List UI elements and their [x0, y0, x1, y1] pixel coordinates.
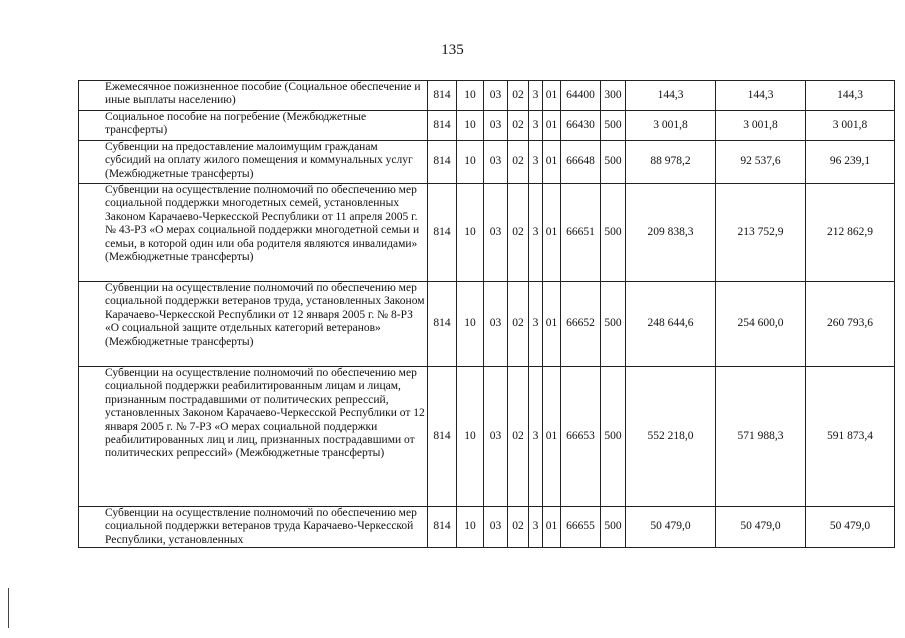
- chapter-code-cell: 814: [428, 367, 457, 507]
- program-code-cell: 02: [508, 111, 529, 141]
- amount-year-3-cell: 144,3: [806, 81, 895, 111]
- event-code-cell: 01: [543, 81, 561, 111]
- table-row: [79, 282, 895, 367]
- expense-type-code-cell: 500: [601, 507, 626, 548]
- subprogram-code-cell: 3: [529, 141, 543, 184]
- section-code-cell: 10: [457, 184, 484, 282]
- event-code-cell: 01: [543, 111, 561, 141]
- subprogram-code-cell: 3: [529, 282, 543, 367]
- row-description: Субвенции на осуществление полномочий по обеспечению мер социальной поддержки многодетных семей, установленных Законом Карачаево-Черкесской Республики от 11 апреля 2005 г. № 43-РЗ «О мерах социальной поддержки многодетной семьи и семьи, в которой один или оба родителя являются инвалидами» (Межбюджетные трансферты): [79, 184, 428, 282]
- expense-type-code-cell: 300: [601, 81, 626, 111]
- chapter-code-cell: 814: [428, 81, 457, 111]
- event-code-cell: 01: [543, 184, 561, 282]
- chapter-code-cell: 814: [428, 507, 457, 548]
- amount-year-1-cell: 144,3: [626, 81, 716, 111]
- row-description: Ежемесячное пожизненное пособие (Социальное обеспечение и иные выплаты населению): [79, 81, 428, 111]
- amount-year-2-cell: 213 752,9: [716, 184, 806, 282]
- amount-year-1-cell: 3 001,8: [626, 111, 716, 141]
- amount-year-2-cell: 92 537,6: [716, 141, 806, 184]
- amount-year-2-cell: 144,3: [716, 81, 806, 111]
- table-row: [79, 141, 895, 184]
- target-code-cell: 66648: [561, 141, 601, 184]
- program-code-cell: 02: [508, 81, 529, 111]
- section-code-cell: 10: [457, 81, 484, 111]
- amount-year-3-cell: 3 001,8: [806, 111, 895, 141]
- row-description: Субвенции на предоставление малоимущим гражданам субсидий на оплату жилого помещения и коммунальных услуг (Межбюджетные трансферты): [79, 141, 428, 184]
- section-code-cell: 10: [457, 507, 484, 548]
- subprogram-code-cell: 3: [529, 184, 543, 282]
- program-code-cell: 02: [508, 367, 529, 507]
- amount-year-3-cell: 260 793,6: [806, 282, 895, 367]
- amount-year-1-cell: 552 218,0: [626, 367, 716, 507]
- budget-table: [78, 80, 895, 548]
- subsection-code-cell: 03: [484, 81, 508, 111]
- row-description: Субвенции на осуществление полномочий по обеспечению мер социальной поддержки ветеранов труда, установленных Законом Карачаево-Черкесской Республики от 12 января 2005 г. № 8-РЗ «О социальной защите отдельных категорий ветеранов» (Межбюджетные трансферты): [79, 282, 428, 367]
- target-code-cell: 64400: [561, 81, 601, 111]
- expense-type-code-cell: 500: [601, 367, 626, 507]
- page-number: 135: [441, 42, 464, 58]
- amount-year-1-cell: 88 978,2: [626, 141, 716, 184]
- subsection-code-cell: 03: [484, 507, 508, 548]
- amount-year-1-cell: 248 644,6: [626, 282, 716, 367]
- amount-year-2-cell: 3 001,8: [716, 111, 806, 141]
- table-row: [79, 81, 895, 111]
- amount-year-3-cell: 50 479,0: [806, 507, 895, 548]
- table-row: [79, 507, 895, 548]
- expense-type-code-cell: 500: [601, 141, 626, 184]
- section-code-cell: 10: [457, 141, 484, 184]
- chapter-code-cell: 814: [428, 282, 457, 367]
- event-code-cell: 01: [543, 367, 561, 507]
- target-code-cell: 66652: [561, 282, 601, 367]
- program-code-cell: 02: [508, 141, 529, 184]
- margin-mark: [8, 588, 9, 628]
- amount-year-3-cell: 212 862,9: [806, 184, 895, 282]
- section-code-cell: 10: [457, 111, 484, 141]
- target-code-cell: 66430: [561, 111, 601, 141]
- subprogram-code-cell: 3: [529, 81, 543, 111]
- event-code-cell: 01: [543, 282, 561, 367]
- table-row: [79, 367, 895, 507]
- subprogram-code-cell: 3: [529, 367, 543, 507]
- expense-type-code-cell: 500: [601, 282, 626, 367]
- table-row: [79, 111, 895, 141]
- expense-type-code-cell: 500: [601, 111, 626, 141]
- row-description: Социальное пособие на погребение (Межбюджетные трансферты): [79, 111, 428, 141]
- table-row: [79, 184, 895, 282]
- amount-year-3-cell: 96 239,1: [806, 141, 895, 184]
- event-code-cell: 01: [543, 141, 561, 184]
- subsection-code-cell: 03: [484, 141, 508, 184]
- event-code-cell: 01: [543, 507, 561, 548]
- row-description: Субвенции на осуществление полномочий по обеспечению мер социальной поддержки ветеранов труда Карачаево-Черкесской Республики, установленных: [79, 507, 428, 548]
- program-code-cell: 02: [508, 507, 529, 548]
- target-code-cell: 66651: [561, 184, 601, 282]
- subprogram-code-cell: 3: [529, 507, 543, 548]
- amount-year-2-cell: 50 479,0: [716, 507, 806, 548]
- target-code-cell: 66653: [561, 367, 601, 507]
- section-code-cell: 10: [457, 367, 484, 507]
- row-description: Субвенции на осуществление полномочий по обеспечению мер социальной поддержки реабилитированным лицам и лицам, признанным пострадавшими от политических репрессий, установленных Законом Карачаево-Черкесской Республики от 12 января 2005 г. № 7-РЗ «О мерах социальной поддержки реабилитированных лиц и лиц, признанных пострадавшими от политических репрессий» (Межбюджетные трансферты): [79, 367, 428, 507]
- amount-year-1-cell: 209 838,3: [626, 184, 716, 282]
- expense-type-code-cell: 500: [601, 184, 626, 282]
- chapter-code-cell: 814: [428, 141, 457, 184]
- amount-year-2-cell: 254 600,0: [716, 282, 806, 367]
- amount-year-1-cell: 50 479,0: [626, 507, 716, 548]
- section-code-cell: 10: [457, 282, 484, 367]
- target-code-cell: 66655: [561, 507, 601, 548]
- chapter-code-cell: 814: [428, 184, 457, 282]
- chapter-code-cell: 814: [428, 111, 457, 141]
- subprogram-code-cell: 3: [529, 111, 543, 141]
- amount-year-3-cell: 591 873,4: [806, 367, 895, 507]
- subsection-code-cell: 03: [484, 282, 508, 367]
- amount-year-2-cell: 571 988,3: [716, 367, 806, 507]
- subsection-code-cell: 03: [484, 367, 508, 507]
- subsection-code-cell: 03: [484, 184, 508, 282]
- program-code-cell: 02: [508, 184, 529, 282]
- subsection-code-cell: 03: [484, 111, 508, 141]
- program-code-cell: 02: [508, 282, 529, 367]
